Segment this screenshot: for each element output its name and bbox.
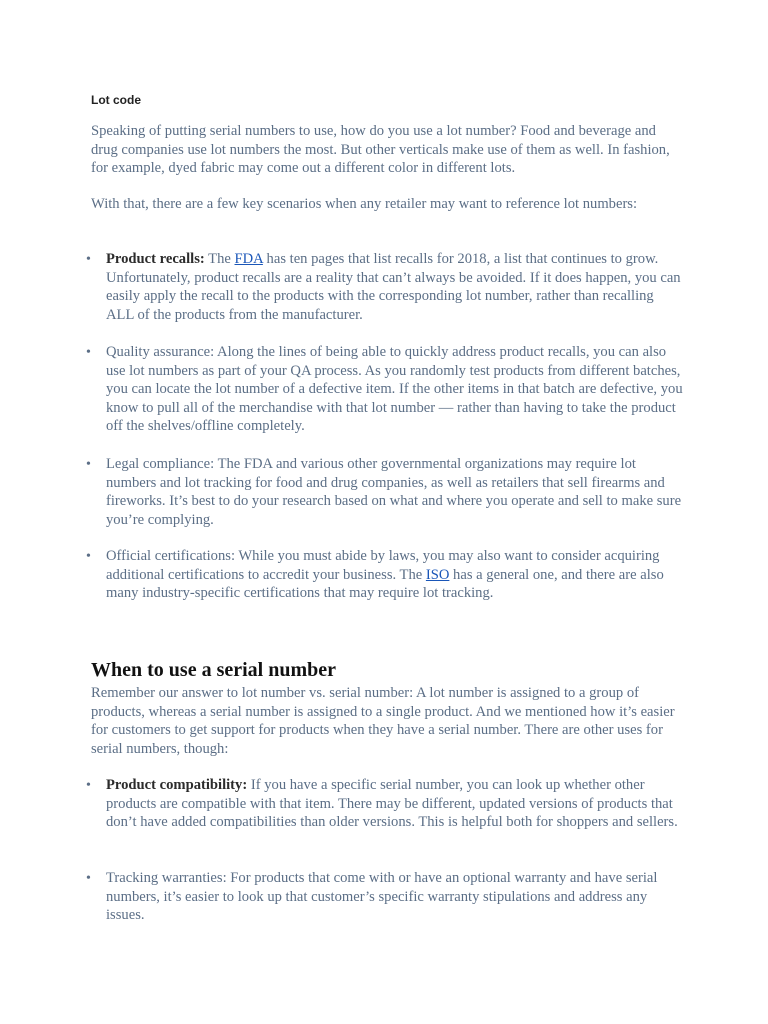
bullet-marker: • bbox=[86, 457, 91, 472]
fda-link[interactable]: FDA bbox=[234, 251, 263, 267]
list-item-official-certifications bbox=[106, 547, 684, 603]
serial-number-heading: When to use a serial number bbox=[91, 659, 336, 681]
intro-paragraph: Speaking of putting serial numbers to use, how do you use a lot number? Food and beverage and drug companies use lot numbers the most. But other verticals make use of them as well. In fashion, for example, dyed fabric may come out a different color in different lots. bbox=[91, 123, 670, 177]
bullet-marker: • bbox=[86, 871, 91, 886]
item-text: has ten pages that list recalls for 2018, a list that continues to grow. Unfortunately, product recalls are a reality that can’t always be avoided. If it does happen, you can easily apply the recall to the products with the corresponding lot number, rather than recalling ALL of the products from the manufacturer. bbox=[106, 251, 681, 323]
bullet-marker: • bbox=[86, 549, 91, 564]
item-text: Official certifications: While you must abide by laws, you may also want to consider acquiring additional certifications to accredit your business. The bbox=[106, 548, 660, 583]
list-item-quality-assurance: Quality assurance: Along the lines of being able to quickly address product recalls, you can also use lot numbers as part of your QA process. As you randomly test products from different batches, you can locate the lot number of a defective item. If the other items in that batch are defective, you know to pull all of the merchandise with that lot number — rather than having to take the product off the shelves/offline completely. bbox=[106, 344, 683, 435]
bullet-marker: • bbox=[86, 778, 91, 793]
lot-code-subheading: Lot code bbox=[91, 93, 141, 107]
bullet-marker: • bbox=[86, 252, 91, 267]
item-text: The bbox=[204, 251, 235, 267]
bullet-marker: • bbox=[86, 345, 91, 360]
item-lead: Product recalls: bbox=[106, 251, 205, 267]
scenarios-paragraph: With that, there are a few key scenarios when any retailer may want to reference lot numbers: bbox=[91, 196, 638, 212]
list-item-product-compatibility bbox=[106, 776, 684, 832]
list-item-product-recalls bbox=[106, 250, 684, 324]
serial-intro-paragraph: Remember our answer to lot number vs. serial number: A lot number is assigned to a group of products, whereas a serial number is assigned to a single product. And we mentioned how it’s easier for customers to get support for products when they have a serial number. There are other uses for serial numbers, though: bbox=[91, 685, 675, 757]
item-lead: Product compatibility: bbox=[106, 777, 248, 793]
item-text: If you have a specific serial number, you can look up whether other products are compatible with that item. There may be different, updated versions of products that don’t have added compatibilities than older versions. This is helpful both for shoppers and sellers. bbox=[106, 777, 678, 831]
iso-link[interactable]: ISO bbox=[425, 566, 450, 583]
item-text: has a general one, and there are also many industry-specific certifications that may require lot tracking. bbox=[106, 566, 664, 602]
list-item-legal-compliance: Legal compliance: The FDA and various other governmental organizations may require lot numbers and lot tracking for food and drug companies, as well as retailers that sell firearms and fireworks. It’s best to do your research based on what and where you operate and sell to make sure you’re complying. bbox=[106, 456, 682, 528]
list-item-tracking-warranties: Tracking warranties: For products that come with or have an optional warranty and have serial numbers, it’s easier to look up that customer’s specific warranty stipulations and address any issues. bbox=[106, 870, 658, 924]
